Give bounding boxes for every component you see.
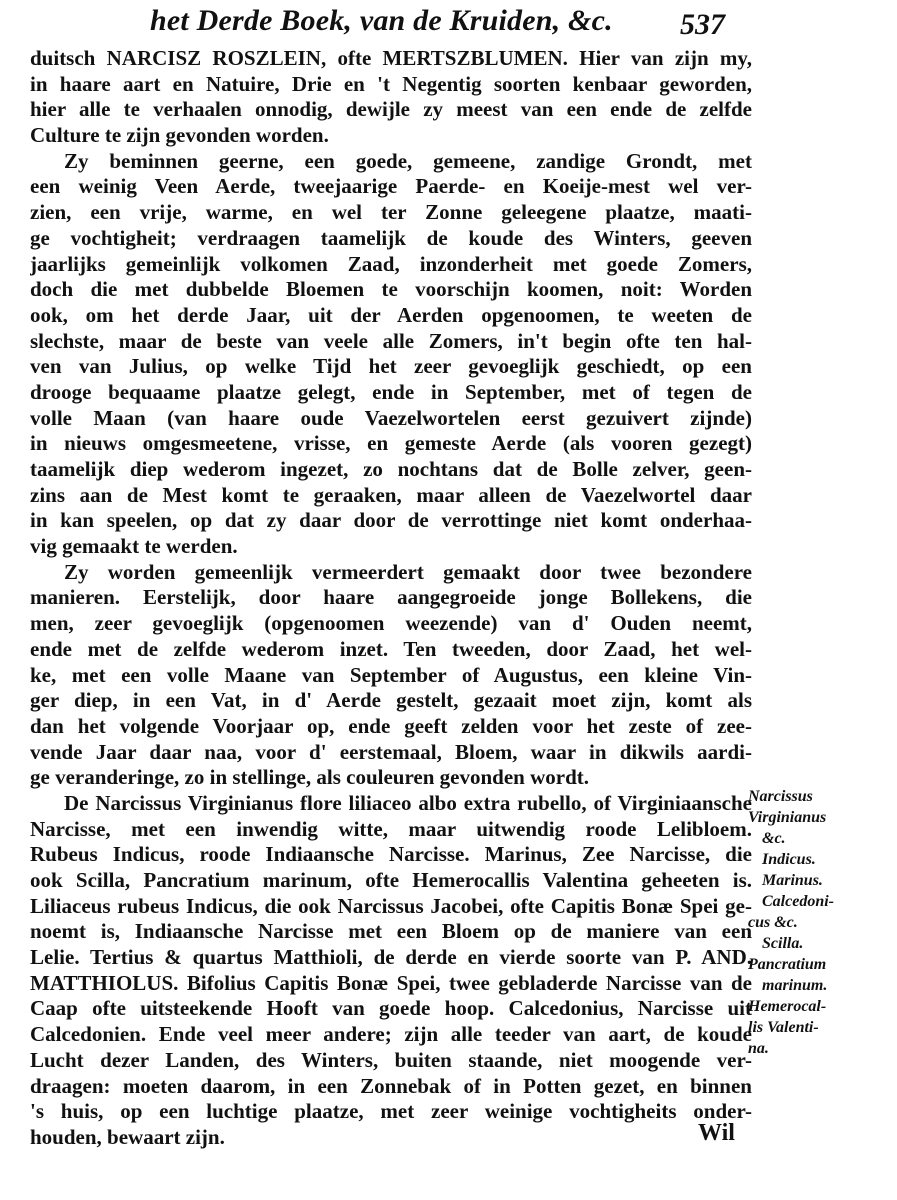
margin-note: Calcedoni- [762,893,834,910]
text-line: doch die met dubbelde Bloemen te voorschijn koomen, noit: Worden [30,277,752,302]
paragraph-start-line: Zy beminnen geerne, een goede, gemeene, zandige Grondt, met [64,148,752,173]
text-line: in kan speelen, op dat zy daar door de verrottinge niet komt onderhaa- [30,508,752,533]
text-line: Lucht dezer Landen, des Winters, buiten staande, niet moogende ver- [30,1047,752,1072]
text-line: jaarlijks gemeinlijk volkomen Zaad, inzonderheit met goede Zomers, [30,251,752,276]
text-line: vig gemaakt te werden. [30,534,238,559]
margin-note: Narcissus [748,788,813,805]
text-line: Calcedonien. Ende veel meer andere; zijn alle teeder van aart, de koude [30,1022,752,1047]
margin-note: marinum. [762,977,828,994]
text-line: Rubeus Indicus, roode Indiaansche Narcisse. Marinus, Zee Narcisse, die [30,842,752,867]
text-line: zien, een vrije, warme, en wel ter Zonne geleegene plaatze, maati- [30,200,752,225]
margin-note: Indicus. [762,851,816,868]
margin-note: Virginianus [748,809,827,826]
text-line: taamelijk diep wederom ingezet, zo nochtans dat de Bolle zelver, geen- [30,457,752,481]
margin-note: na. [748,1040,769,1057]
text-line: volle Maan (van haare oude Vaezelwortelen eerst gezuivert zijnde) [30,405,752,430]
text-line: men, zeer gevoeglijk (opgenoomen weezende) van d' Ouden neemt, [30,611,752,636]
text-line: in nieuws omgesmeetene, vrisse, en gemeste Aerde (als vooren gezegt) [30,431,752,456]
margin-note: cus &c. [748,914,798,931]
running-head: het Derde Boek, van de Kruiden, &c. [150,4,613,37]
main-text-column [30,46,752,1151]
text-line: Culture te zijn gevonden worden. [30,123,329,148]
text-line: noemt is, Indiaansche Narcisse met een Bloem op de maniere van een [30,919,752,944]
paragraph-start-line: Zy worden gemeenlijk vermeerdert gemaakt door twee bezondere [64,559,752,584]
margin-note: Scilla. [762,935,804,952]
text-line: ven van Julius, op welke Tijd het zeer gevoeglijk geschiedt, op een [30,354,752,379]
margin-note: Hemerocal- [748,998,827,1015]
margin-note: lis Valenti- [748,1019,819,1036]
text-line: hier alle te verhaalen onnodig, dewijle zy meest van een ende de zelfde [30,97,752,122]
text-line: een weinig Veen Aerde, tweejaarige Paerde- en Koeije-mest wel ver- [30,174,752,199]
text-line: drooge bequaame plaatze gelegt, ende in September, met of tegen de [30,379,752,404]
text-line: ge veranderinge, zo in stellinge, als couleuren gevonden wordt. [30,765,589,790]
paragraph-start-line: De Narcissus Virginianus flore liliaceo albo extra rubello, of Virginiaansche [64,790,752,815]
catchword: Wil [698,1120,735,1146]
text-line: slechste, maar de beste van veele alle Zomers, in't begin ofte ten hal- [30,328,752,353]
text-line: Lelie. Tertius & quartus Matthioli, de derde en vierde soorte van P. AND. [30,945,752,970]
text-line: ke, met een volle Maane van September of Augustus, een kleine Vin- [30,662,752,687]
text-line: draagen: moeten daarom, in een Zonnebak of in Potten gezet, en binnen [30,1073,752,1098]
text-line: Liliaceus rubeus Indicus, die ook Narcissus Jacobei, ofte Capitis Bonæ Spei ge- [30,893,752,918]
text-line: ende met de zelfde wederom inzet. Ten tweeden, door Zaad, het wel- [30,636,752,661]
marginal-notes [748,786,868,1059]
page-number: 537 [680,8,725,41]
text-line: zins aan de Mest komt te geraaken, maar alleen de Vaezelwortel daar [30,482,752,507]
text-line: Narcisse, met een inwendig witte, maar uitwendig roode Lelibloem. [30,816,752,841]
text-line: ook Scilla, Pancratium marinum, ofte Hemerocallis Valentina geheeten is. [30,868,752,892]
text-line: dan het volgende Voorjaar op, ende geeft zelden voor het zeste of zee- [30,713,752,738]
text-line: ge vochtigheit; verdraagen taamelijk de koude des Winters, geeven [30,225,752,250]
margin-note: Marinus. [762,872,823,889]
text-line: ook, om het derde Jaar, uit der Aerden opgenoomen, te weeten de [30,302,752,327]
text-line: vende Jaar daar naa, voor d' eerstemaal, Bloem, waar in dikwils aardi- [30,739,752,764]
text-line: 's huis, op een luchtige plaatze, met zeer weinige vochtigheits onder- [30,1099,752,1124]
text-line: ger diep, in een Vat, in d' Aerde gestelt, gezaait moet zijn, komt als [30,688,752,713]
margin-note: &c. [762,830,786,847]
text-line: Caap ofte uitsteekende Hooft van goede hoop. Calcedonius, Narcisse uit [30,996,752,1021]
text-line: houden, bewaart zijn. [30,1124,225,1149]
text-line: duitsch NARCISZ ROSZLEIN, ofte MERTSZBLUMEN. Hier van zijn my, [30,46,752,70]
text-line: in haare aart en Natuire, Drie en 't Negentig soorten kenbaar geworden, [30,71,752,96]
text-line: MATTHIOLUS. Bifolius Capitis Bonæ Spei, twee gebladerde Narcisse van de [30,970,752,995]
margin-note: Pancratium [748,956,827,973]
text-line: manieren. Eerstelijk, door haare aangegroeide jonge Bollekens, die [30,585,752,610]
